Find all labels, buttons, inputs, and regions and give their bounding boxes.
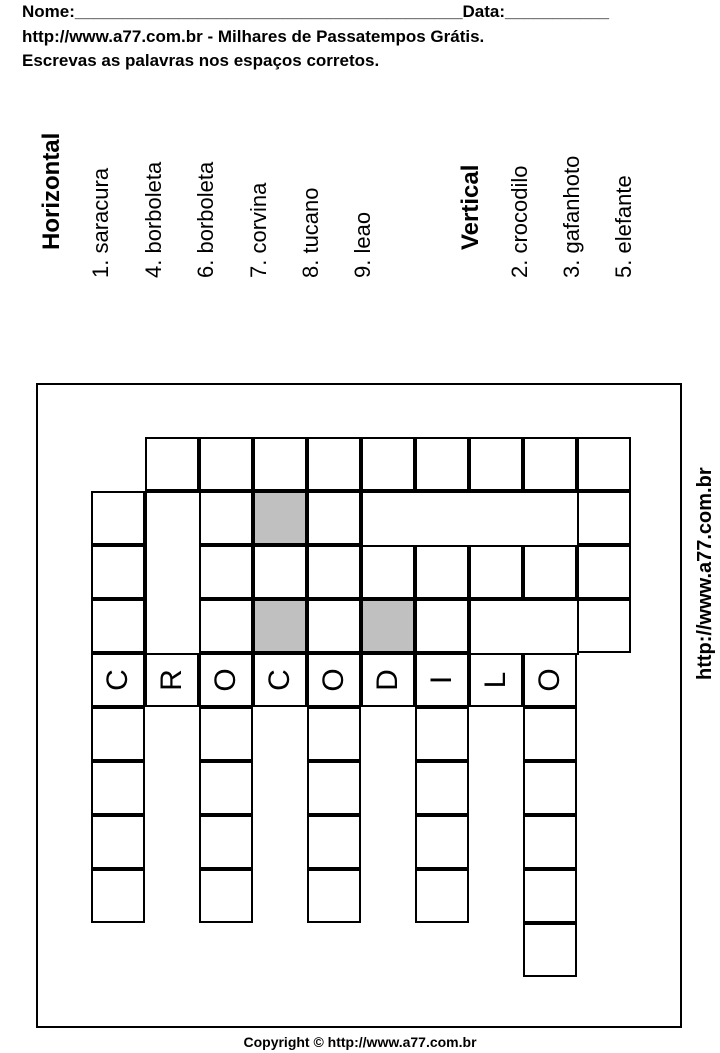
grid-cell[interactable] xyxy=(91,599,145,653)
grid-cell[interactable] xyxy=(523,545,577,599)
grid-cell[interactable] xyxy=(199,815,253,869)
grid-cell[interactable] xyxy=(523,761,577,815)
clue-vertical: 5. elefante xyxy=(611,175,636,278)
grid-letter: L xyxy=(479,671,512,689)
grid-letter: O xyxy=(209,668,242,692)
grid-cell[interactable] xyxy=(91,869,145,923)
side-url: http://www.a77.com.br xyxy=(694,467,716,680)
grid-cell[interactable] xyxy=(361,491,579,547)
grid-cell[interactable] xyxy=(307,869,361,923)
grid-cell[interactable] xyxy=(199,869,253,923)
grid-cell[interactable] xyxy=(523,437,577,491)
grid-cell[interactable] xyxy=(577,599,631,653)
grid-cell[interactable] xyxy=(199,437,253,491)
horizontal-title: Horizontal xyxy=(38,132,65,250)
clue-horizontal: 4. borboleta xyxy=(141,161,166,278)
grid-cell[interactable] xyxy=(307,707,361,761)
grid-letter: C xyxy=(263,669,296,691)
clue-vertical: 2. crocodilo xyxy=(507,165,532,278)
name-date-line: Nome:_________________________________________Data:___________ xyxy=(22,2,610,21)
grid-letter: C xyxy=(101,669,134,691)
grid-cell[interactable] xyxy=(307,545,361,599)
clue-horizontal: 7. corvina xyxy=(246,182,271,278)
grid-cell[interactable] xyxy=(91,491,145,545)
grid-cell[interactable] xyxy=(199,491,253,545)
grid-cell[interactable] xyxy=(199,545,253,599)
clue-horizontal: 8. tucano xyxy=(298,187,323,278)
clue-horizontal: 1. saracura xyxy=(88,167,113,278)
grid-cell[interactable] xyxy=(469,437,523,491)
grid-cell[interactable] xyxy=(145,437,199,491)
clue-horizontal: 9. leao xyxy=(350,211,375,278)
grid-letter: R xyxy=(155,669,188,691)
grid-cell[interactable] xyxy=(253,599,307,653)
grid-cell[interactable] xyxy=(577,491,631,545)
grid-cell[interactable] xyxy=(577,545,631,599)
grid-cell[interactable] xyxy=(415,437,469,491)
grid-letter: O xyxy=(533,668,566,692)
grid-cell[interactable] xyxy=(199,707,253,761)
grid-cell[interactable] xyxy=(523,923,577,977)
grid-cell[interactable] xyxy=(145,491,201,655)
grid-letter: I xyxy=(425,675,458,685)
grid-cell[interactable] xyxy=(307,815,361,869)
grid-cell[interactable] xyxy=(415,707,469,761)
vertical-title: Vertical xyxy=(457,164,484,250)
clue-horizontal: 6. borboleta xyxy=(193,161,218,278)
grid-cell[interactable] xyxy=(253,437,307,491)
grid-cell[interactable] xyxy=(361,437,415,491)
grid-cell[interactable] xyxy=(469,599,579,655)
grid-cell[interactable] xyxy=(523,869,577,923)
site-title: http://www.a77.com.br - Milhares de Passatempos Grátis. xyxy=(22,27,485,46)
grid-cell[interactable] xyxy=(415,545,469,599)
grid-letter: O xyxy=(317,668,350,692)
grid-cell[interactable] xyxy=(307,599,361,653)
grid-cell[interactable] xyxy=(307,437,361,491)
grid-cell[interactable] xyxy=(361,599,415,653)
instructions: Escrevas as palavras nos espaços corretos. xyxy=(22,51,380,70)
grid-cell[interactable] xyxy=(415,869,469,923)
grid-cell[interactable] xyxy=(415,599,469,653)
grid-cell[interactable] xyxy=(415,815,469,869)
copyright: Copyright © http://www.a77.com.br xyxy=(243,1034,477,1050)
grid-cell[interactable] xyxy=(469,545,523,599)
grid-cell[interactable] xyxy=(307,491,361,545)
clue-vertical: 3. gafanhoto xyxy=(559,155,584,278)
grid-cell[interactable] xyxy=(91,761,145,815)
grid-cell[interactable] xyxy=(307,761,361,815)
grid-cell[interactable] xyxy=(91,545,145,599)
grid-cell[interactable] xyxy=(253,545,307,599)
grid-cell[interactable] xyxy=(91,707,145,761)
grid-letter: D xyxy=(371,669,404,691)
grid-cell[interactable] xyxy=(577,437,631,491)
grid-cell[interactable] xyxy=(523,707,577,761)
grid-cell[interactable] xyxy=(91,815,145,869)
grid-cell[interactable] xyxy=(253,491,307,545)
grid-cell[interactable] xyxy=(199,761,253,815)
grid-cell[interactable] xyxy=(199,599,253,653)
grid-cell[interactable] xyxy=(361,545,415,599)
grid-cell[interactable] xyxy=(415,761,469,815)
grid-cell[interactable] xyxy=(523,815,577,869)
